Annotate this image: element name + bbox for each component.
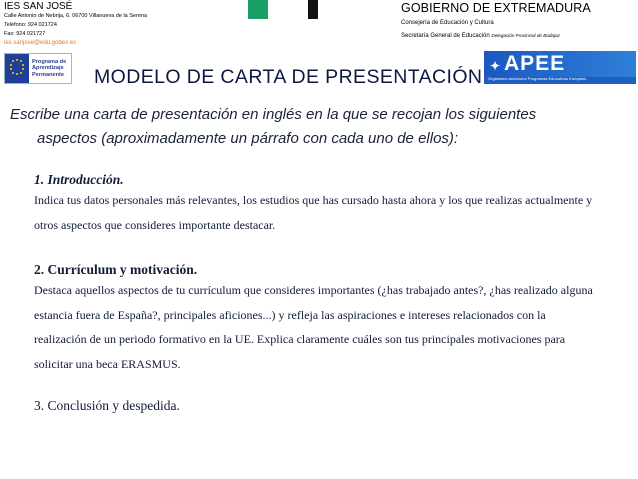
- section-line: Destaca aquellos aspectos de tu currículum que consideres importantes (¿has trabajado antes?, ¿has realizado alguna: [34, 283, 593, 297]
- section-line: estancia fuera de España?, principales aficiones...) y refleja las aspiraciones e intereses relacionados con la: [34, 307, 546, 322]
- instruction-line: Escribe una carta de presentación en inglés en la que se recojan los siguientes: [10, 106, 537, 123]
- section-curriculum-motivation: [34, 261, 634, 376]
- school-phone: Teléfono: 924 021724: [4, 22, 57, 28]
- section-line: otros aspectos que consideres importante destacar.: [34, 217, 276, 232]
- section-introduction: [34, 171, 634, 237]
- apee-logo-text: APEE: [504, 52, 566, 75]
- delegation-label: Delegación Provincial de Badajoz: [491, 33, 560, 38]
- black-header-block: [308, 0, 318, 19]
- section-heading: 2. Currículum y motivación.: [34, 262, 198, 277]
- school-email-link[interactable]: ies.sanjose@edu.gobex.es: [4, 40, 77, 46]
- eu-logo-line: Programa de: [32, 58, 67, 65]
- government-secretariat: [401, 31, 637, 41]
- secretariat-label: Secretaría General de Educación: [401, 33, 490, 39]
- section-heading: 3. Conclusión y despedida.: [34, 398, 180, 413]
- government-department: Consejería de Educación y Cultura: [401, 20, 494, 26]
- instructions: [10, 106, 634, 148]
- school-info: [4, 1, 234, 48]
- instruction-line: aspectos (aproximadamente un párrafo con cada uno de ellos):: [37, 130, 459, 147]
- apee-mark-icon: ✦: [490, 59, 501, 73]
- document-title: MODELO DE CARTA DE PRESENTACIÓN: [94, 66, 483, 88]
- school-fax: Fax: 924 021727: [4, 31, 46, 37]
- government-info: [401, 1, 637, 41]
- section-line: Indica tus datos personales más relevantes, los estudios que has cursado hasta ahora y los que realizas actualmente y: [34, 193, 593, 207]
- government-title: GOBIERNO DE EXTREMADURA: [401, 1, 591, 15]
- eu-logo-line: Aprendizaje: [32, 65, 64, 72]
- eu-lifelong-learning-logo: [4, 53, 72, 84]
- eu-flag-icon: [5, 54, 29, 83]
- section-line: solicitar una beca ERASMUS.: [34, 356, 181, 371]
- section-line: realización de un periodo formativo en la UE. Explica claramente cuáles son tus principales motivaciones para: [34, 332, 566, 346]
- school-address: Calle Antonio de Nebrija, 6. 06700 Villanueva de la Serena: [4, 13, 147, 19]
- green-header-block: [248, 0, 268, 19]
- apee-logo: [484, 51, 636, 84]
- school-name: IES SAN JOSÉ: [4, 1, 73, 12]
- section-heading: 1. Introducción.: [34, 172, 124, 187]
- eu-logo-text: [29, 54, 71, 83]
- eu-logo-line: Permanente: [32, 71, 65, 78]
- apee-logo-subtitle: Organismo Autónomo Programas Educativos Europeos: [488, 76, 587, 81]
- section-conclusion: [34, 397, 634, 414]
